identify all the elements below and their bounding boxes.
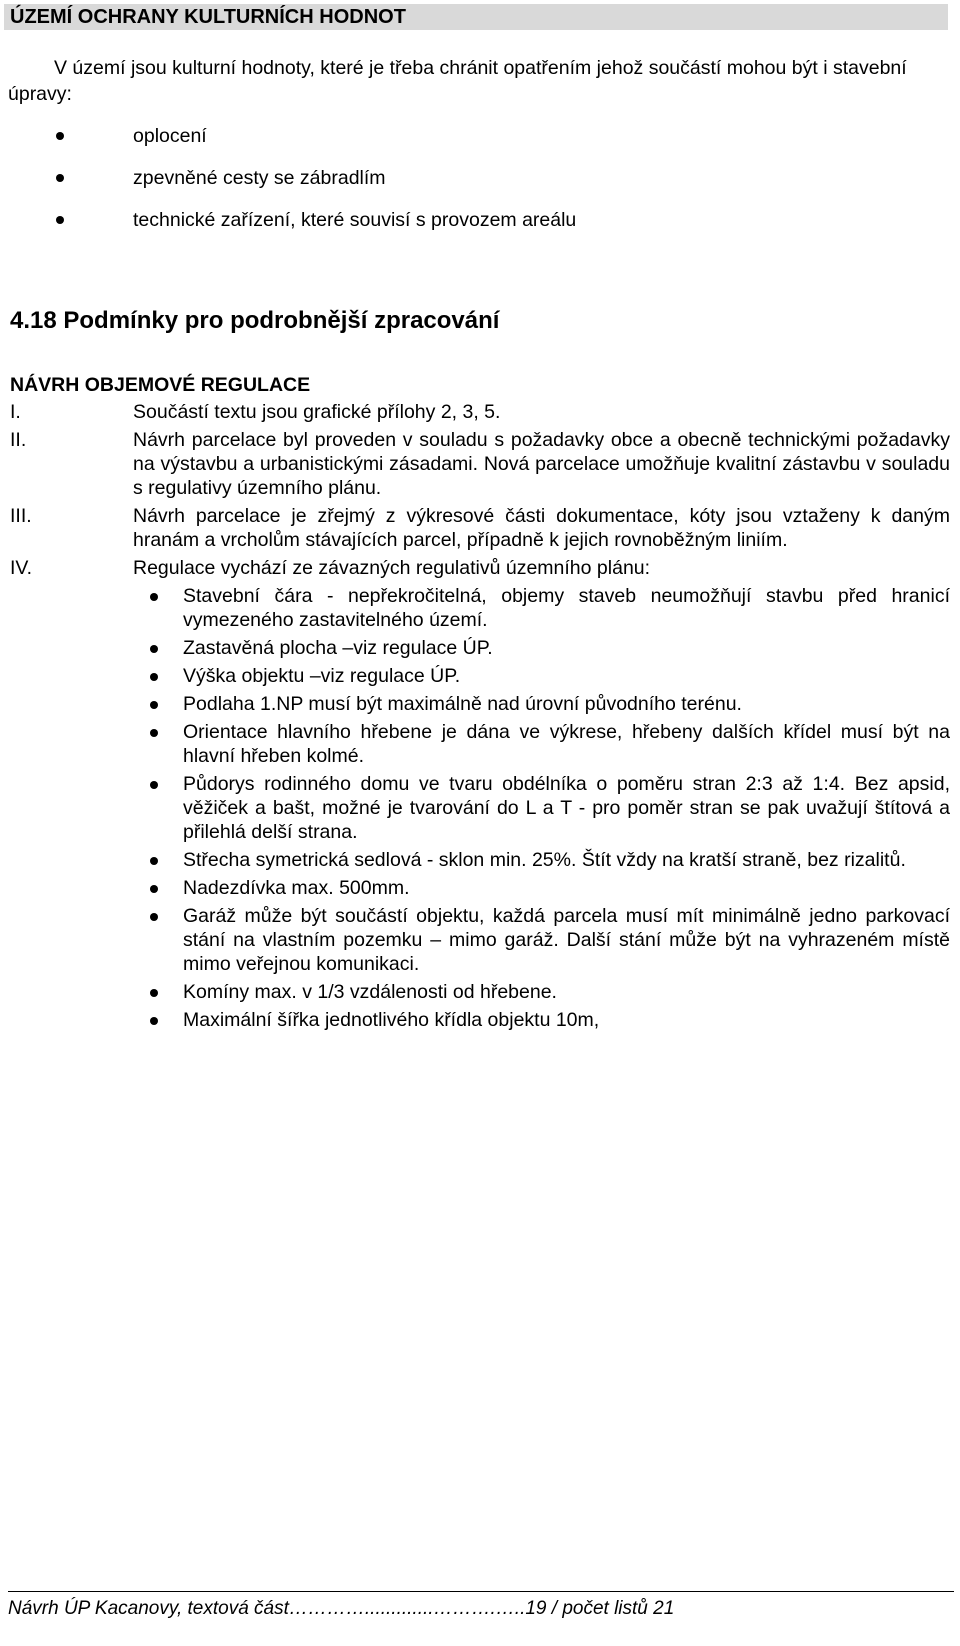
- list-item: Stavební čára - nepřekročitelná, objemy staveb neumožňují stavbu před hranicí vymezeného zastavitelného území.: [133, 584, 950, 632]
- bullet-icon: [56, 174, 64, 182]
- regulation-item: [10, 400, 950, 424]
- intro-bullet-list: [0, 124, 950, 250]
- item-number: IV.: [10, 557, 33, 579]
- list-item: Zastavěná plocha –viz regulace ÚP.: [133, 636, 950, 660]
- regulation-item: [10, 428, 950, 500]
- regulation-item: [10, 504, 950, 552]
- bullet-icon: [150, 1017, 158, 1025]
- bullet-icon: [56, 216, 64, 224]
- section-title: 4.18 Podmínky pro podrobnější zpracování: [10, 307, 500, 334]
- page-footer: Návrh ÚP Kacanovy, textová část………….............……….…..19 / počet listů 21: [8, 1598, 675, 1619]
- list-item: zpevněné cesty se zábradlím: [0, 166, 950, 208]
- regulation-list: [10, 400, 950, 1036]
- bullet-icon: [150, 857, 158, 865]
- list-item: Půdorys rodinného domu ve tvaru obdélníka o poměru stran 2:3 až 1:4. Bez apsid, věžiček a bašt, možné je tvarování do L a T - pro poměr stran se pak uvažují štítová a přilehlá delší strana.: [133, 772, 950, 844]
- list-item: Orientace hlavního hřebene je dána ve výkrese, hřebeny dalších křídel musí být na hlavní hřeben kolmé.: [133, 720, 950, 768]
- list-item: Střecha symetrická sedlová - sklon min. 25%. Štít vždy na kratší straně, bez rizalitů.: [133, 848, 950, 872]
- bullet-icon: [150, 645, 158, 653]
- bullet-icon: [150, 885, 158, 893]
- bullet-icon: [150, 593, 158, 601]
- item-text: Součástí textu jsou grafické přílohy 2, 3, 5.: [133, 401, 501, 423]
- list-item: Výška objektu –viz regulace ÚP.: [133, 664, 950, 688]
- bullet-icon: [150, 781, 158, 789]
- regulation-item: [10, 556, 950, 1032]
- list-item: oplocení: [0, 124, 950, 166]
- bullet-icon: [150, 673, 158, 681]
- list-item: Podlaha 1.NP musí být maximálně nad úrovní původního terénu.: [133, 692, 950, 716]
- item-number: II.: [10, 429, 27, 451]
- footer-divider: [8, 1591, 954, 1592]
- bullet-icon: [56, 132, 64, 140]
- item-text: Návrh parcelace byl proveden v souladu s požadavky obce a obecně technickými požadavky na výstavbu a urbanistickými zásadami. Nová parcelace umožňuje kvalitní zástavbu v souladu s regulativy územního plánu.: [133, 429, 950, 499]
- list-item: technické zařízení, které souvisí s provozem areálu: [0, 208, 950, 250]
- subsection-title: NÁVRH OBJEMOVÉ REGULACE: [10, 374, 311, 396]
- intro-paragraph: [8, 55, 952, 107]
- bullet-icon: [150, 729, 158, 737]
- bullet-icon: [150, 989, 158, 997]
- item-number: III.: [10, 505, 32, 527]
- list-item: Garáž může být součástí objektu, každá parcela musí mít minimálně jedno parkovací stání na vlastním pozemku – mimo garáž. Další stání může být na vyhrazeném místě mimo veřejnou komunikaci.: [133, 904, 950, 976]
- item-text: Regulace vychází ze závazných regulativů územního plánu:: [133, 557, 651, 579]
- item-text: Návrh parcelace je zřejmý z výkresové části dokumentace, kóty jsou vztaženy k daným hranám a vrcholům stávajících parcel, případně k jejich rovnoběžným liniím.: [133, 505, 950, 551]
- list-item: Nadezdívka max. 500mm.: [133, 876, 950, 900]
- intro-text: V území jsou kulturní hodnoty, které je třeba chránit opatřením jehož součástí mohou být i stavební úpravy:: [8, 57, 907, 105]
- regulation-subbullet-list: [133, 584, 950, 1032]
- item-number: I.: [10, 401, 21, 423]
- bullet-icon: [150, 701, 158, 709]
- list-item: Komíny max. v 1/3 vzdálenosti od hřebene.: [133, 980, 950, 1004]
- page-header-title: ÚZEMÍ OCHRANY KULTURNÍCH HODNOT: [10, 6, 406, 28]
- bullet-icon: [150, 913, 158, 921]
- list-item: Maximální šířka jednotlivého křídla objektu 10m,: [133, 1008, 950, 1032]
